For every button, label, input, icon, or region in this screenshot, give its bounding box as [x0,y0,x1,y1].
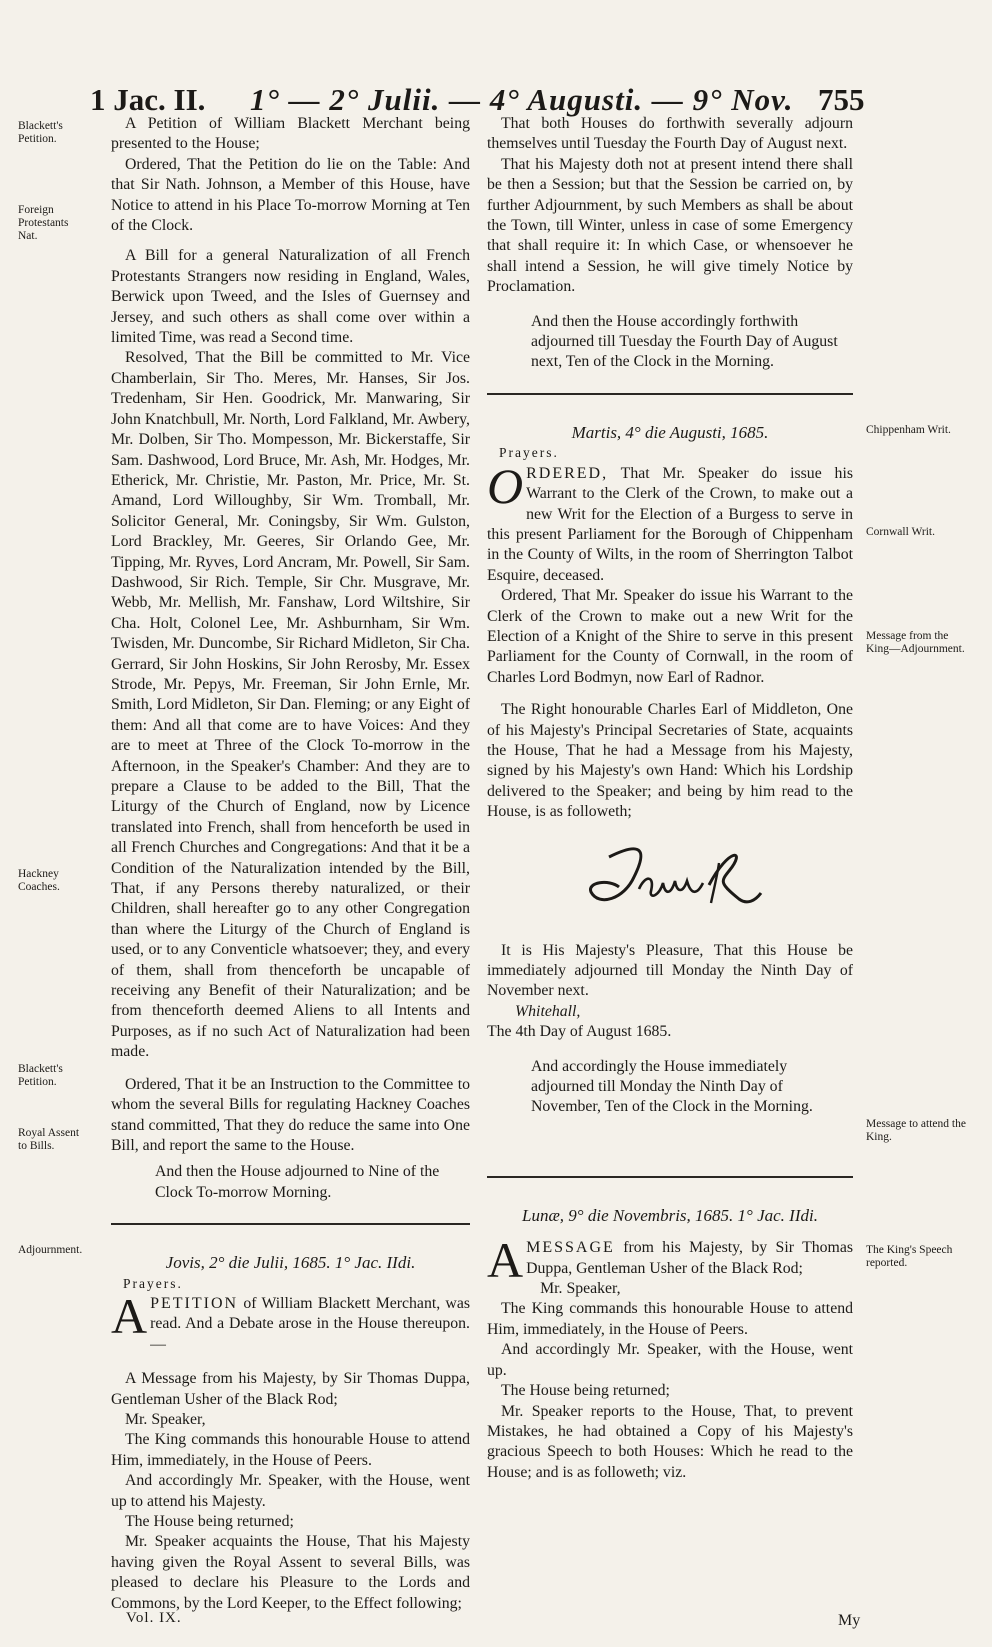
margin-note: Blackett's Petition. [18,1063,63,1088]
royal-signature-area [487,823,853,941]
margin-note: The King's Speech reported. [866,1244,953,1269]
paragraph: A Message from his Majesty, by Sir Thomas Duppa, Gentleman Usher of the Black Rod; [111,1370,470,1408]
drop-cap: A [487,1232,524,1289]
paragraph: The King commands this honourable House to attend Him, immediately, in the House of Peers. [111,1431,470,1469]
section-rule [487,393,853,395]
adjournment-line: And then the House accordingly forthwith adjourned till Tuesday the Fourth Day of August next, Ten of the Clock in the Morning. [531,312,838,371]
margin-note: Adjournment. [18,1244,83,1256]
small-caps: PETITION [150,1294,239,1312]
drop-cap: A [111,1287,148,1344]
paragraph: Ordered, That the Petition do lie on the Table: And that Sir Nath. Johnson, a Member of this House, have Notice to attend in his Place To-morrow Morning at Ten of the Clock. [111,155,470,235]
small-caps: RDERED, [526,464,609,482]
prayers-heading: Prayers. [123,1275,183,1291]
adjournment-line: And accordingly the House immediately adjourned till Monday the Ninth Day of November, Ten of the Clock in the Morning. [531,1057,813,1116]
paragraph: That his Majesty doth not at present intend there shall be then a Session; but that the Session be carried on, by further Adjournment, by such Members as shall be about the Town, till Winter, unless in case of some Emergency that shall require it: In which Case, or whensoever he shall intend a Session, he will give timely Notice by Proclamation. [487,155,853,296]
paragraph: That both Houses do forthwith severally adjourn themselves until Tuesday the Fourth Day of August next. [487,115,853,153]
royal-signature-icon [579,837,769,917]
margin-note: Message from the King—Adjournment. [866,630,965,655]
paragraph: The King commands this honourable House to attend Him, immediately, in the House of Peers. [487,1300,853,1338]
paragraph: And accordingly Mr. Speaker, with the House, went up. [487,1341,853,1379]
right-column [487,114,853,1483]
small-caps: MESSAGE [526,1239,615,1257]
adjournment-line: And then the House adjourned to Nine of the Clock To-morrow Morning. [155,1163,440,1201]
paragraph: AMESSAGE from his Majesty, by Sir Thomas Duppa, Gentleman Usher of the Black Rod; [487,1232,853,1289]
header-dates: 1° — 2° Julii. — 4° Augusti. — 9° Nov. [250,82,794,117]
paragraph: Mr. Speaker acquaints the House, That his Majesty having given the Royal Assent to several Bills, was pleased to declare his Pleasure to the Lords and Commons, by the Lord Keeper, to the Effect following; [111,1533,470,1612]
sitting-date: Jovis, 2° die Julii, 1685. 1° Jac. IIdi. [165,1253,416,1273]
paragraph: Resolved, That the Bill be committed to Mr. Vice Chamberlain, Sir Tho. Meres, Mr. Hanses, Sir Jos. Tredenham, Sir Hen. Goodrick, Mr. Manwaring, Sir John Knatchbull, Mr. North, Lord Falkland, Mr. Awbery, Mr. Dolben, Sir Tho. Mompesson, Mr. Bickerstaffe, Sir Sam. Dashwood, Lord Bruce, Mr. Ash, Mr. Hodges, Mr. Etherick, Mr. Christie, Mr. Paston, Mr. Price, Mr. St. Amand, Lord Willoughby, Sir Wm. Tromball, Mr. Solicitor General, Mr. Coningsby, Sir Wm. Gulston, Lord Brackley, Mr. Geeres, Sir Orlando Gee, Mr. Tipping, Mr. Ryves, Lord Ancram, Mr. Powell, Sir Sam. Dashwood, Sir Rich. Temple, Sir Chr. Musgrave, Mr. Webb, Mr. Mellish, Mr. Fanshaw, Lord Wiltshire, Sir Cha. Holt, Colonel Lee, Mr. Ashburnham, Sir Wm. Twisden, Mr. Duncombe, Sir Richard Midleton, Sir Cha. Gerrard, Sir John Hoskins, Sir John Rerosby, Mr. Essex Strode, Mr. Pepys, Mr. Freeman, Sir John Ernle, Mr. Smith, Lord Midleton, Sir Dan. Fleming; or any Eight of them: And all that come are to have Voices: And they are to meet at Three of the Clock To-morrow in the Afternoon, in the Speaker's Chamber: And they are to prepare a Clause to be added to the Bill, That the Liturgy of the Church of England, now by Licence translated into French, shall from henceforth be used in all French Churches and Congregations: And that it be a Condition of the Naturalization intended by the Bill, That, if any Persons thereby naturalized, or their Children, shall hereafter go to any other Congregation than where the Liturgy of the Church of England is used, or to any Conventicle whatsoever; they, and every of them, shall from thenceforth be uncapable of receiving any Benefit of their Naturalization; and be from thenceforth deemed Aliens to all Intents and Purposes, as if no such Act of Naturalization had been made. [111,349,470,1061]
paragraph: Mr. Speaker reports to the House, That, to prevent Mistakes, he had obtained a Copy of his Majesty's gracious Speech to both Houses: Which he read to the House; and is as followeth; viz. [487,1402,853,1481]
sitting-date: Lunæ, 9° die Novembris, 1685. 1° Jac. IIdi. [522,1205,818,1225]
paragraph: The Right honourable Charles Earl of Middleton, One of his Majesty's Principal Secretaries of State, acquaints the House, That he had a Message from his Majesty, signed by his Majesty's own Hand: Which his Lordship delivered to the Speaker; and being by him read to the House, is as followeth; [487,701,853,821]
page-number: 755 [818,82,865,117]
paragraph: Mr. Speaker, [125,1410,206,1428]
paragraph: A Bill for a general Naturalization of all French Protestants Strangers now residing in England, Wales, Berwick upon Tweed, and the Isles of Guernsey and Jersey, and such others as shall come over within a limited Time, was read a Second time. [111,247,470,347]
margin-note: Blackett's Petition. [18,120,63,145]
section-rule [111,1223,470,1225]
paragraph: The House being returned; [125,1513,294,1530]
margin-note: Chippenham Writ. [866,424,951,436]
paragraph: APETITION of William Blackett Merchant, was read. And a Debate arose in the House thereupon.— [111,1287,470,1353]
left-column [111,114,470,1614]
sitting-date: Martis, 4° die Augusti, 1685. [571,422,769,442]
paragraph: A Petition of William Blackett Merchant being presented to the House; [111,115,470,153]
catchword: My [838,1612,861,1629]
header-regnal-year: 1 Jac. II. [90,82,206,117]
margin-note: Royal Assent to Bills. [18,1127,80,1152]
prayers-heading: Prayers. [499,445,559,461]
margin-note: Message to attend the King. [866,1118,966,1143]
paragraph: ORDERED, That Mr. Speaker do issue his Warrant to the Clerk of the Crown, to make out a new Writ for the Election of a Burgess to serve in this present Parliament for the Borough of Chippenham in the County of Wilts, in the room of Sherrington Talbot Esquire, deceased. [487,457,853,584]
margin-note: Cornwall Writ. [866,526,935,538]
margin-note: Hackney Coaches. [18,868,60,893]
paragraph: Mr. Speaker, [540,1280,621,1298]
paragraph: It is His Majesty's Pleasure, That this House be immediately adjourned till Monday the Ninth Day of November next. [487,941,853,1000]
margin-note: Foreign Protestants Nat. [18,204,69,242]
paragraph: Ordered, That Mr. Speaker do issue his Warrant to the Clerk of the Crown to make out a new Writ for the Election of a Knight of the Shire to serve in this present Parliament for the County of Cornwall, in the room of Charles Lord Bodmyn, now Earl of Radnor. [487,587,853,686]
place-line: Whitehall, [515,1002,581,1020]
section-rule [487,1176,853,1178]
date-line: The 4th Day of August 1685. [487,1023,672,1041]
paragraph: The House being returned; [501,1382,670,1400]
paragraph: And accordingly Mr. Speaker, with the House, went up to attend his Majesty. [111,1472,470,1510]
drop-cap: O [487,457,524,514]
volume-signature: Vol. IX. [126,1610,182,1626]
paragraph: Ordered, That it be an Instruction to the Committee to whom the several Bills for regulating Hackney Coaches stand committed, That they do reduce the same into One Bill, and report the same to the House. [111,1075,470,1154]
